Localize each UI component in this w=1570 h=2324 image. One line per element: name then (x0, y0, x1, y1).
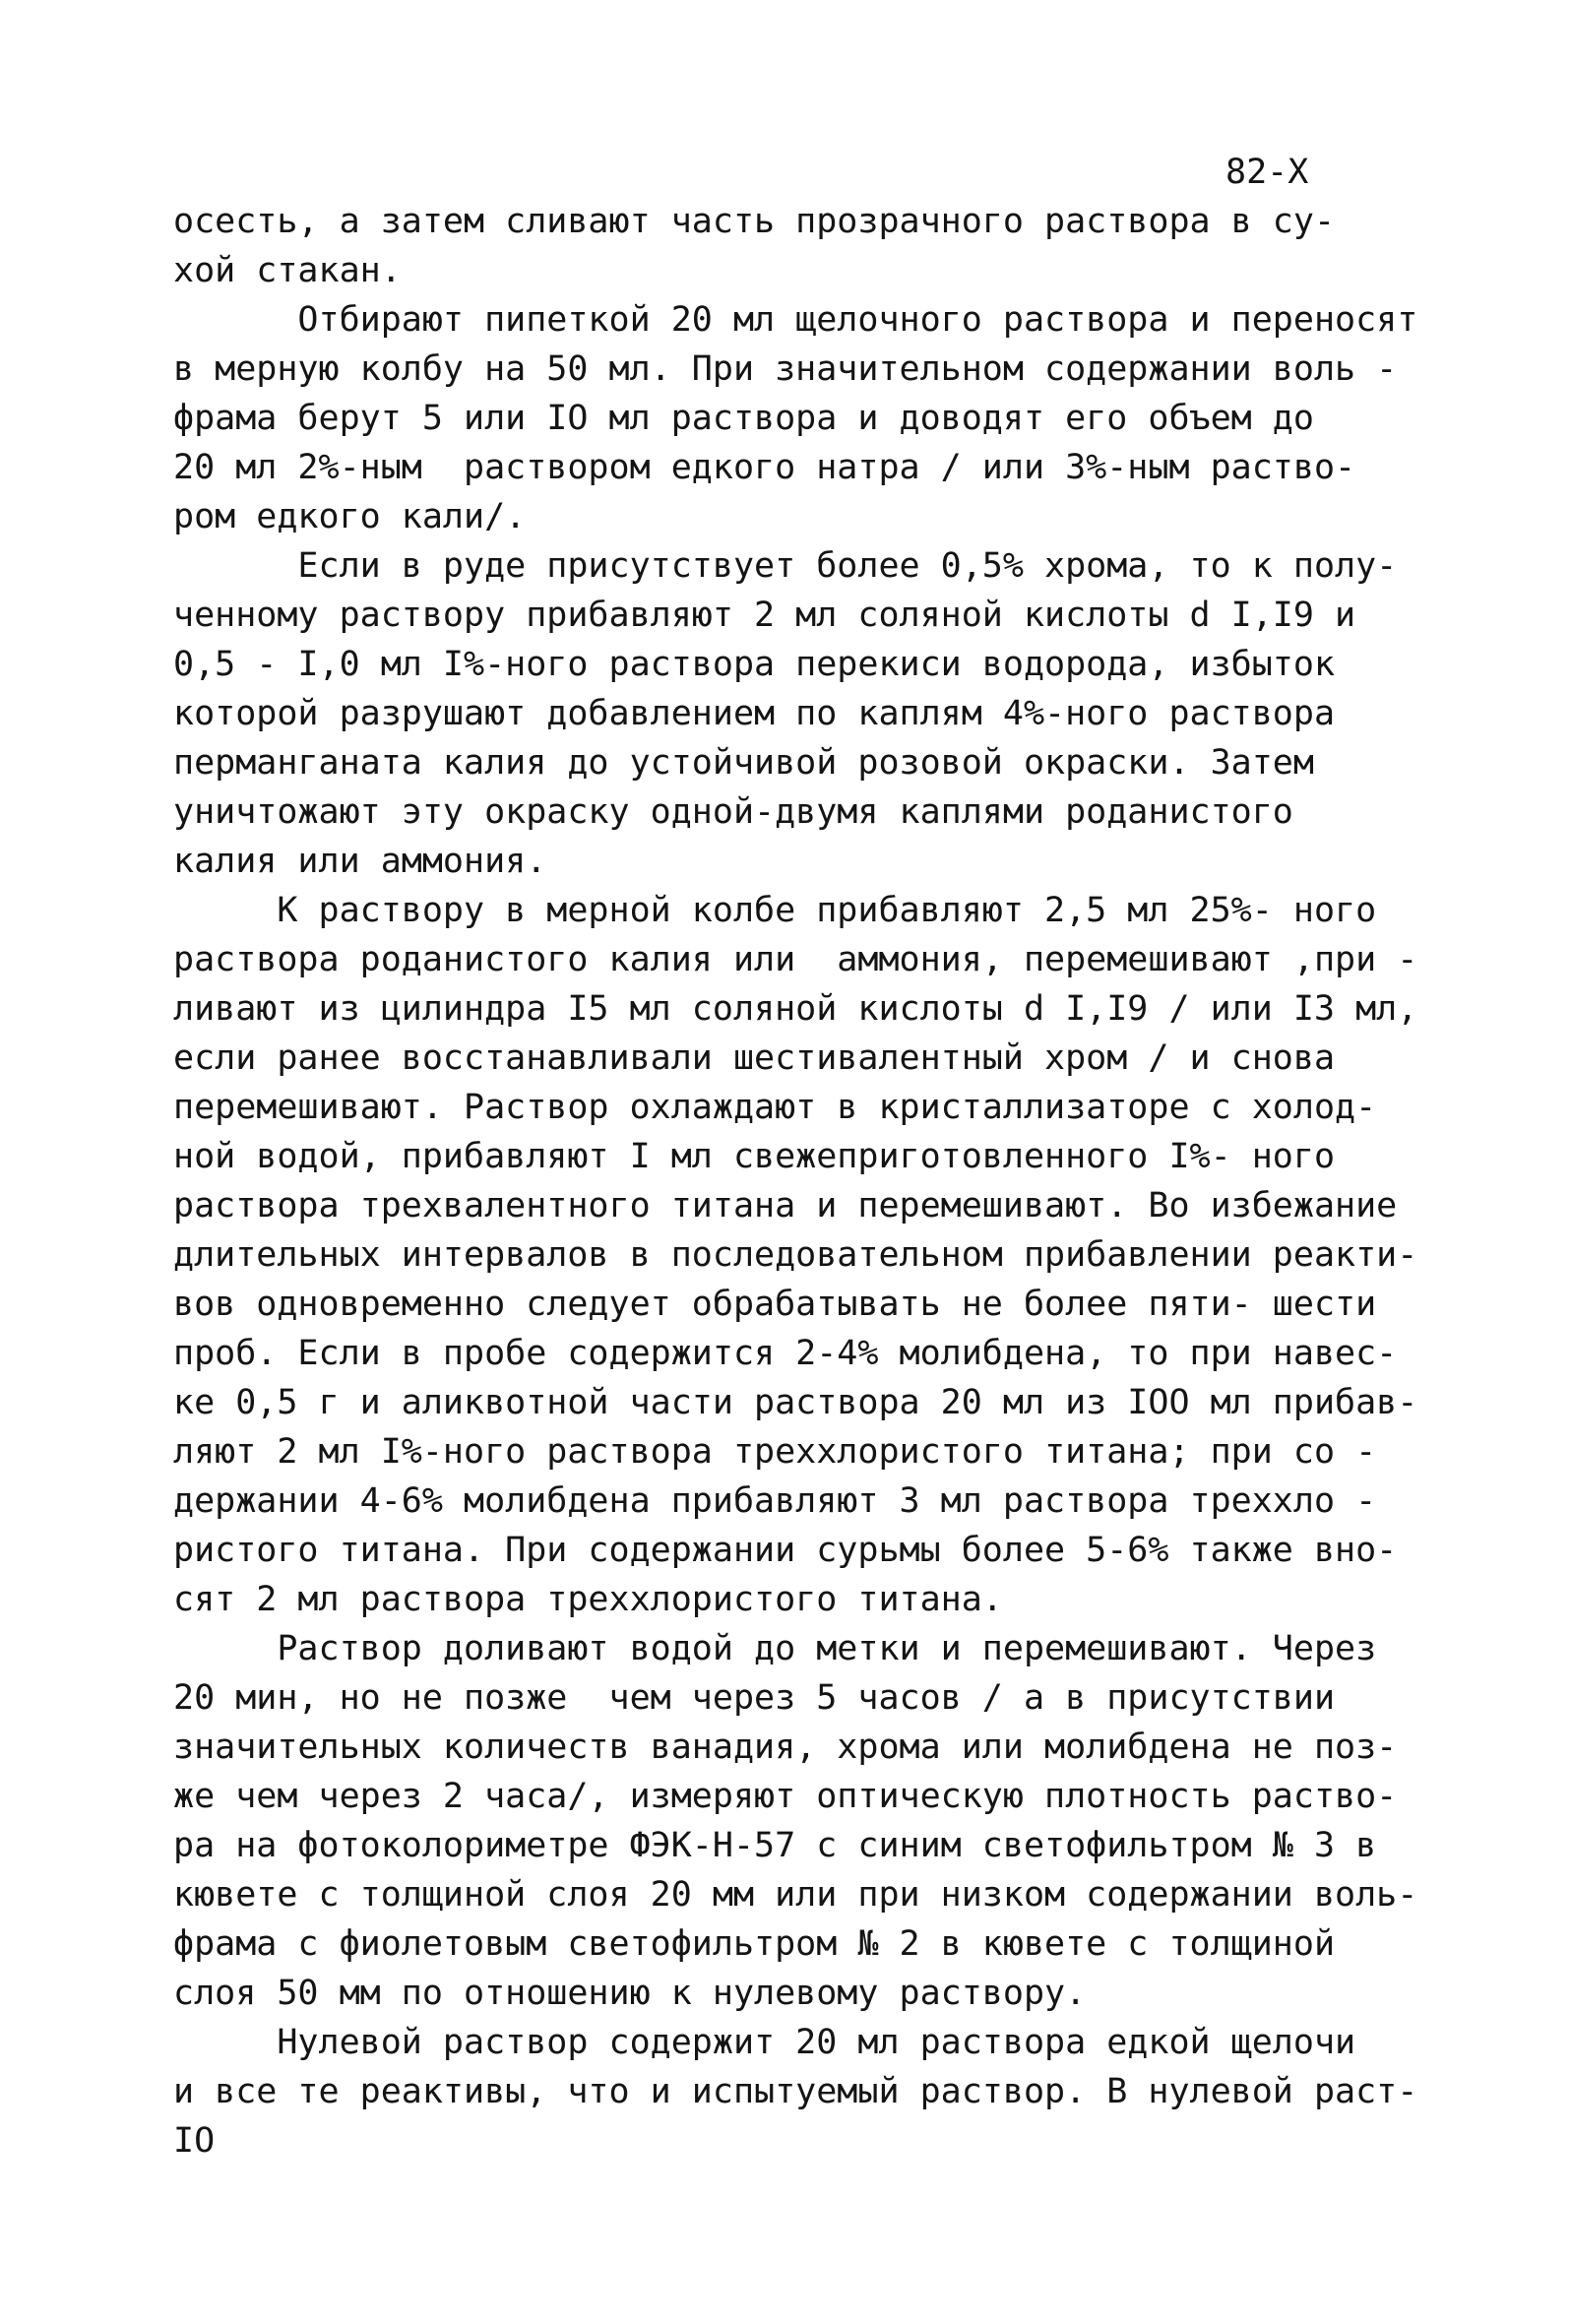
text-line: раствора трехвалентного титана и перемешивают. Во избежание (173, 1186, 1398, 1225)
text-line: и все те реактивы, что и испытуемый раствор. В нулевой раст- (173, 2072, 1418, 2111)
text-line: держании 4-6% молибдена прибавляют 3 мл раствора треххло - (173, 1481, 1377, 1521)
text-line: 0,5 - I,0 мл I%-ного раствора перекиси водорода, избыток (173, 645, 1336, 684)
text-line: если ранее восстанавливали шестивалентный хром / и снова (173, 1038, 1336, 1078)
text-line: уничтожают эту окраску одной-двумя каплями роданистого (173, 792, 1293, 832)
text-line: вов одновременно следует обрабатывать не более пяти- шести (173, 1285, 1377, 1324)
text-line: ляют 2 мл I%-ного раствора треххлористого титана; при со - (173, 1432, 1377, 1472)
text-line: фрама берут 5 или IO мл раствора и доводят его объем до (173, 399, 1314, 438)
text-line: Отбирают пипеткой 20 мл щелочного раствора и переносят (173, 300, 1418, 340)
text-line: К раствору в мерной колбе прибавляют 2,5 мл 25%- ного (173, 891, 1377, 930)
text-line: ке 0,5 г и аликвотной части раствора 20 мл из IOO мл прибав- (173, 1383, 1418, 1422)
footer-page-number: IO (173, 2121, 216, 2161)
body-text (173, 197, 1418, 2116)
text-line: хой стакан. (173, 251, 402, 290)
text-line: Если в руде присутствует более 0,5% хрома, то к полу- (173, 546, 1398, 586)
text-line: Нулевой раствор содержит 20 мл раствора едкой щелочи (173, 2023, 1356, 2062)
text-line: 20 мл 2%-ным раствором едкого натра / или 3%-ным раство- (173, 448, 1356, 487)
text-line: проб. Если в пробе содержится 2-4% молибдена, то при навес- (173, 1334, 1398, 1373)
text-line: значительных количеств ванадия, хрома или молибдена не поз- (173, 1727, 1398, 1767)
text-line: раствора роданистого калия или аммония, перемешивают ,при - (173, 940, 1418, 979)
text-line: же чем через 2 часа/, измеряют оптическую плотность раство- (173, 1777, 1398, 1816)
text-line: Раствор доливают водой до метки и перемешивают. Через (173, 1629, 1377, 1668)
text-line: ной водой, прибавляют I мл свежеприготовленного I%- ного (173, 1137, 1336, 1176)
text-line: кювете с толщиной слоя 20 мм или при низком содержании воль- (173, 1875, 1418, 1915)
text-line: фрама с фиолетовым светофильтром № 2 в кювете с толщиной (173, 1924, 1336, 1964)
text-line: ра на фотоколориметре ФЭК-Н-57 с синим светофильтром № 3 в (173, 1826, 1377, 1865)
text-line: 20 мин, но не позже чем через 5 часов / а в присутствии (173, 1678, 1336, 1718)
text-line: перемешивают. Раствор охлаждают в кристаллизаторе с холод- (173, 1088, 1377, 1127)
text-line: ченному раствору прибавляют 2 мл соляной кислоты d I,I9 и (173, 596, 1356, 635)
text-line: перманганата калия до устойчивой розовой окраски. Затем (173, 743, 1314, 783)
text-line: длительных интервалов в последовательном прибавлении реакти- (173, 1235, 1418, 1275)
text-line: в мерную колбу на 50 мл. При значительном содержании воль - (173, 349, 1398, 389)
text-line: которой разрушают добавлением по каплям 4%-ного раствора (173, 694, 1336, 733)
text-line: калия или аммония. (173, 842, 547, 881)
text-line: ристого титана. При содержании сурьмы более 5-6% также вно- (173, 1531, 1398, 1570)
text-line: сят 2 мл раствора треххлористого титана. (173, 1580, 1003, 1619)
text-line: осесть, а затем сливают часть прозрачного раствора в су- (173, 202, 1336, 241)
text-line: ром едкого кали/. (173, 497, 527, 536)
text-line: ливают из цилиндра I5 мл соляной кислоты d I,I9 / или I3 мл, (173, 989, 1418, 1029)
page-number: 82-X (1225, 153, 1309, 192)
text-line: слоя 50 мм по отношению к нулевому раствору. (173, 1974, 1087, 2013)
